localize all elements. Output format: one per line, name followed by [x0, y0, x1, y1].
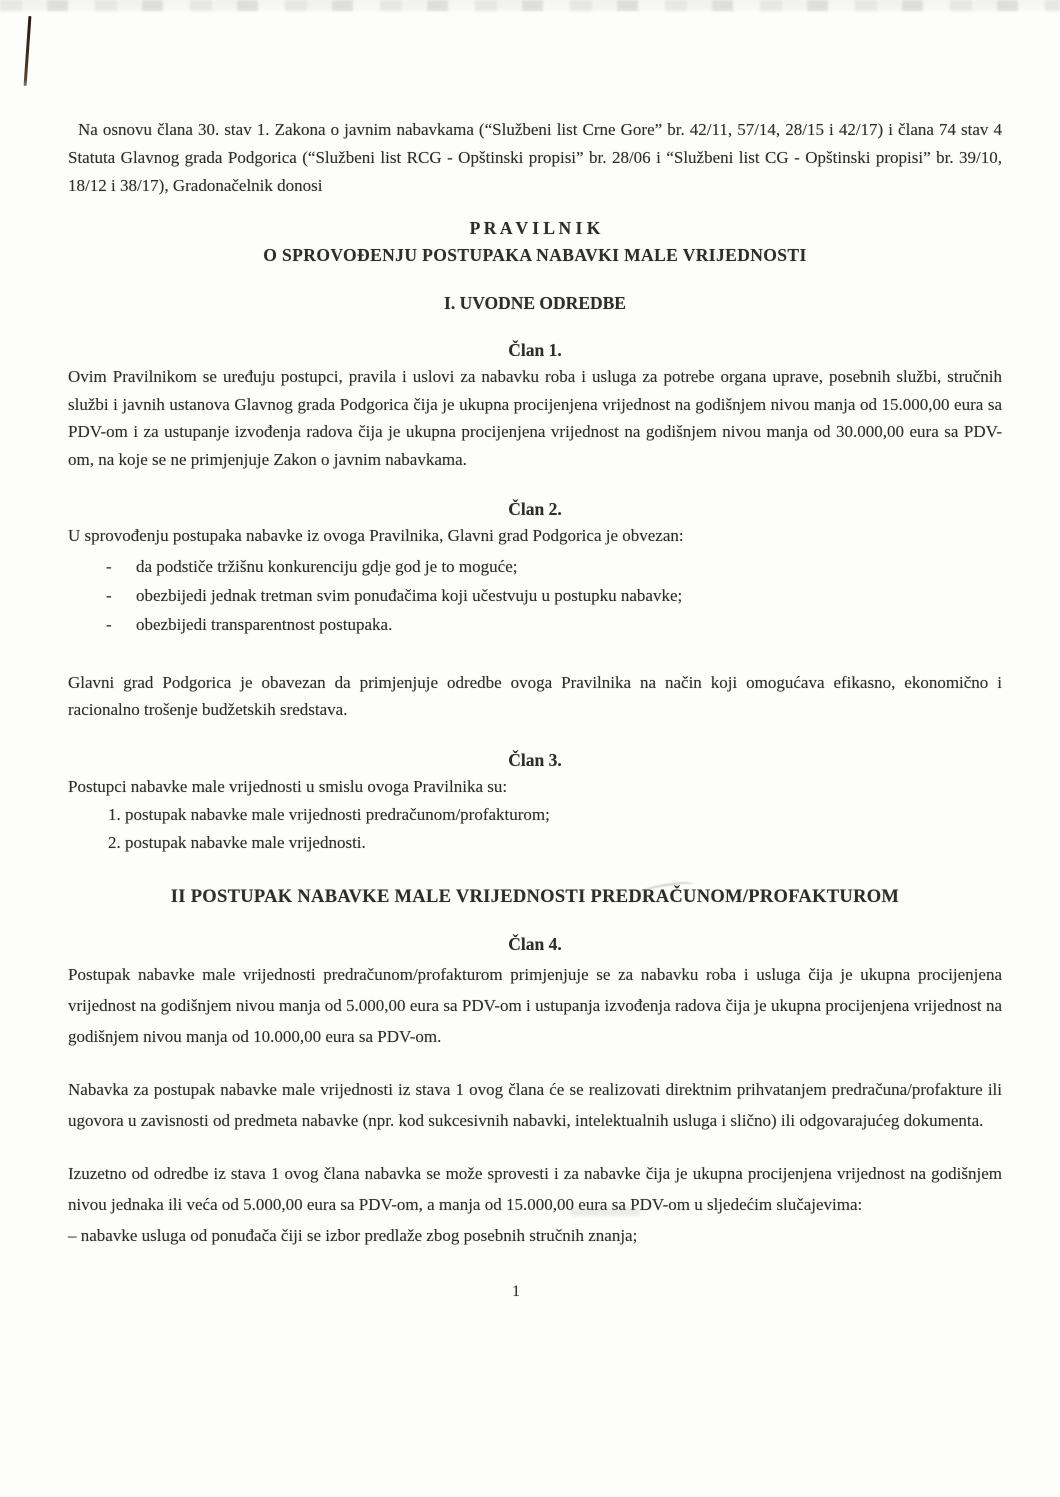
section-1-heading: I. UVODNE ODREDBE: [444, 293, 626, 313]
page-number: 1: [512, 1283, 520, 1300]
clan-4-para-3-item: – nabavke usluga od ponuđača čiji se izbor predlaže zbog posebnih stručnih znanja;: [68, 1226, 638, 1245]
list-item-text: obezbijedi jednak tretman svim ponuđačima koji učestvuju u postupku nabavke;: [136, 585, 683, 605]
list-item: 2. postupak nabavke male vrijednosti.: [108, 833, 366, 852]
list-item: [68, 610, 1002, 639]
dash-bullet: -: [106, 585, 112, 605]
title-line-1: P R A V I L N I K: [469, 218, 601, 238]
faint-smudge-artifact: [570, 1207, 640, 1216]
document-title: [68, 216, 1002, 267]
intro-paragraph: Na osnovu člana 30. stav 1. Zakona o javnim nabavkama (“Službeni list Crne Gore” br. 42/11, 57/14, 28/15 i 42/17) i člana 74 stav 4 Statuta Glavnog grada Podgorica (“Službeni list RCG - Opštinski propisi” br. 28/06 i “Službeni list CG - Opštinski propisi” br. 39/10, 18/12 i 38/17), Gradonačelnik donosi: [68, 120, 1002, 195]
clan-3-intro: Postupci nabavke male vrijednosti u smislu ovoga Pravilnika su:: [68, 776, 508, 796]
list-item: [68, 552, 1002, 581]
clan-4-heading: Član 4.: [508, 934, 562, 954]
list-item-text: da podstiče tržišnu konkurenciju gdje god je to moguće;: [136, 556, 518, 576]
list-item-text: obezbijedi transparentnost postupaka.: [136, 614, 393, 634]
clan-3-heading: Član 3.: [508, 749, 562, 770]
clan-4-para-1: Postupak nabavke male vrijednosti predračunom/profakturom primjenjuje se za nabavku roba i usluga čija je ukupna procijenjena vrijednost na godišnjem nivou manja od 5.000,00 eura sa PDV-om i ustupanja izvođenja radova čija je ukupna procijenjena vrijednost na godišnjem nivou manja od 10.000,00 eura sa PDV-om.: [68, 965, 1002, 1046]
scan-noise-band: [0, 0, 1060, 11]
clan-1-heading: Član 1.: [508, 340, 562, 360]
title-line-2: O SPROVOĐENJU POSTUPAKA NABAVKI MALE VRIJEDNOSTI: [263, 245, 807, 265]
dash-bullet: -: [106, 556, 112, 576]
clan-2-intro: U sprovođenju postupaka nabavke iz ovoga Pravilnika, Glavni grad Podgorica je obvezan:: [68, 526, 684, 545]
list-item: [68, 581, 1002, 610]
pen-mark-artifact: [24, 16, 32, 86]
list-item: 1. postupak nabavke male vrijednosti predračunom/profakturom;: [108, 805, 550, 824]
dash-bullet: -: [106, 614, 112, 634]
clan-1-body: Ovim Pravilnikom se uređuju postupci, pravila i uslovi za nabavku roba i usluga za potrebe organa uprave, posebnih službi, stručnih službi i javnih ustanova Glavnog grada Podgorica čija je ukupna procijenjena vrijednost na godišnjem nivou manja od 15.000,00 eura sa PDV-om i za ustupanje izvođenja radova čija je ukupna procijenjena vrijednost na godišnjem nivou manja od 30.000,00 eura sa PDV-om, na koje se ne primjenjuje Zakon o javnim nabavkama.: [68, 367, 1002, 469]
clan-4-para-3: Izuzetno od odredbe iz stava 1 ovog člana nabavka se može sprovesti i za nabavke čija je ukupna procijenjena vrijednost na godišnjem nivou jednaka ili veća od 5.000,00 eura sa PDV-om, a manja od 15.000,00 eura sa PDV-om u sljedećim slučajevima:: [68, 1164, 1002, 1214]
clan-3-list: [68, 801, 1002, 857]
section-2-heading: II POSTUPAK NABAVKE MALE VRIJEDNOSTI PREDRAČUNOM/PROFAKTUROM: [170, 887, 900, 907]
clan-2-list: [68, 552, 1002, 639]
clan-4-para-2: Nabavka za postupak nabavke male vrijednosti iz stava 1 ovog člana će se realizovati direktnim prihvatanjem predračuna/profakture ili ugovora u zavisnosti od predmeta nabavke (npr. kod sukcesivnih nabavki, intelektualnih usluga i slično) ili odgovarajućeg dokumenta.: [68, 1080, 1002, 1130]
clan-2-heading: Član 2.: [508, 499, 562, 519]
clan-2-closing: Glavni grad Podgorica je obavezan da primjenjuje odredbe ovoga Pravilnika na način koji omogućava efikasno, ekonomično i racionalno trošenje budžetskih sredstava.: [68, 672, 1002, 719]
